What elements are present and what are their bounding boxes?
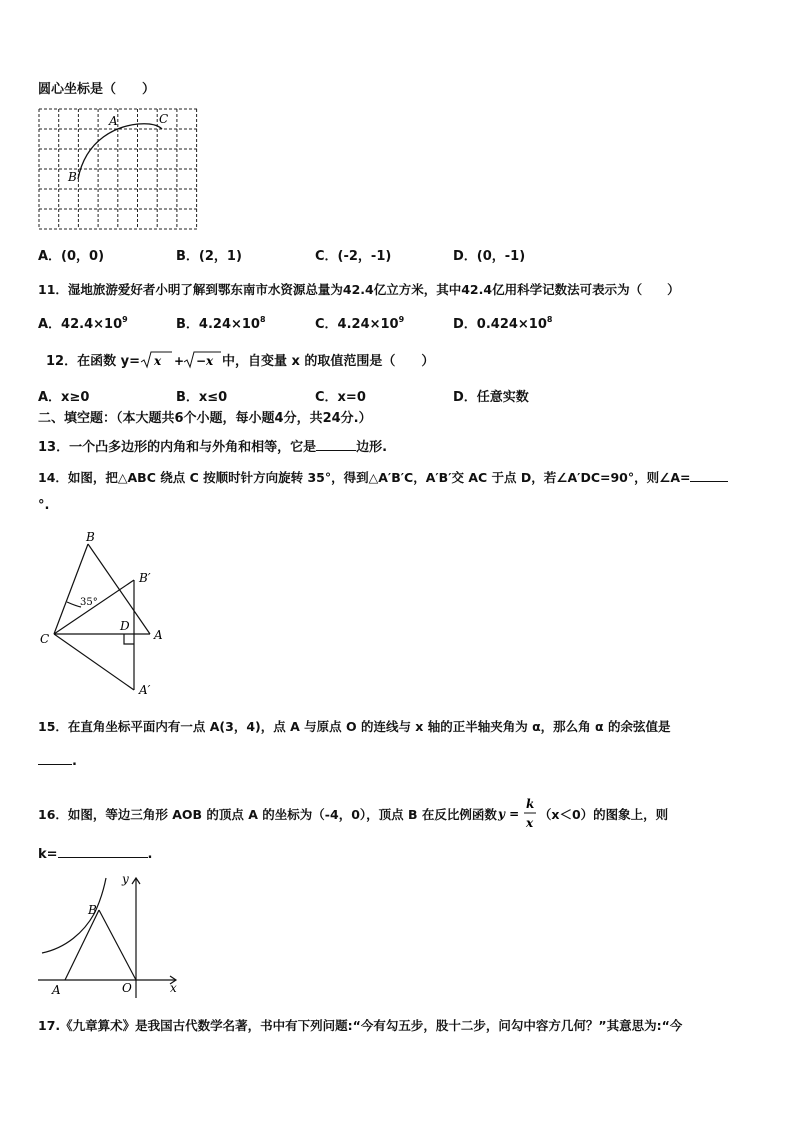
- q11-option-d[interactable]: D．$0.424\times 10^8$: [453, 315, 553, 332]
- q12-formula: [140, 350, 222, 370]
- q14-tail: °.: [38, 498, 50, 513]
- section-2-heading: 二、填空题：（本大题共6个小题，每小题4分，共24分.）: [38, 411, 372, 426]
- q10-option-c[interactable]: C．(-2，-1): [315, 249, 392, 264]
- q15-answer-line: .: [38, 752, 77, 770]
- q14-angle-label: 35°: [80, 597, 98, 608]
- q13-answer-blank[interactable]: [316, 438, 356, 451]
- q12-option-d[interactable]: D．任意实数: [453, 390, 529, 405]
- q10-option-d[interactable]: D．(0，-1): [453, 249, 526, 264]
- q10-label-b: B: [68, 170, 77, 184]
- svg-text:k: k: [525, 797, 535, 811]
- q17-stem: 17.《九章算术》是我国古代数学名著，书中有下列问题:“今有勾五步，股十二步，问勾中容方几何？”其意思为:“今: [38, 1018, 683, 1033]
- q10-option-a[interactable]: A．(0，0): [38, 249, 105, 264]
- q10-stem: 圆心坐标是（ ）: [38, 82, 156, 97]
- q11-option-b[interactable]: B．$4.24\times 10^8$: [176, 315, 266, 332]
- q10-label-a: A: [109, 114, 118, 128]
- q14-answer-blank[interactable]: [690, 469, 728, 482]
- q12-option-b[interactable]: B．x≤0: [176, 390, 228, 405]
- q14-label-b: B: [86, 530, 95, 544]
- q11-stem: 11．湿地旅游爱好者小明了解到鄂东南市水资源总量为42.4亿立方米，其中42.4亿用科学记数法可表示为（ ）: [38, 282, 680, 297]
- q16-label-x: x: [170, 981, 177, 995]
- q16-answer-blank[interactable]: [58, 845, 148, 858]
- q14-label-d: D: [120, 619, 130, 633]
- q16-label-b: B: [88, 903, 97, 917]
- svg-text:x: x: [525, 816, 534, 830]
- q16-label-y: y: [122, 872, 129, 886]
- q14-label-a-prime: A′: [139, 683, 151, 697]
- svg-text:+: +: [173, 354, 185, 368]
- q14-label-a: A: [154, 628, 163, 642]
- q11-option-c[interactable]: C．$4.24\times 10^9$: [315, 315, 405, 332]
- svg-text:x: x: [153, 354, 162, 368]
- q16-stem: 16．如图，等边三角形 AOB 的顶点 A 的坐标为（-4，0），顶点 B 在反比例函数 y = k x （x＜0）的图象上，则: [38, 797, 669, 830]
- q14-stem: 14．如图，把△ABC 绕点 C 按顺时针方向旋转 35°，得到△A′B′C，A′B′交 AC 于点 D，若∠A′DC=90°，则∠A=: [38, 469, 728, 486]
- q15-answer-blank[interactable]: [38, 752, 72, 765]
- q10-label-c: C: [159, 112, 169, 126]
- q14-triangle-figure: [36, 528, 176, 698]
- q16-answer-line: k= .: [38, 847, 153, 862]
- q12-option-c[interactable]: C．x=0: [315, 390, 366, 405]
- q16-coordinate-figure: [36, 870, 186, 1000]
- q11-option-a[interactable]: A．$42.4\times 10^9$: [38, 315, 128, 332]
- q14-label-c: C: [40, 632, 50, 646]
- q12-stem: 12．在函数 y= x + −x 中，自变量 x 的取值范围是（ ）: [46, 350, 434, 370]
- q16-label-a: A: [52, 983, 61, 997]
- q16-label-o: O: [122, 981, 132, 995]
- q10-option-b[interactable]: B．(2，1): [176, 249, 242, 264]
- q16-function-formula: [497, 796, 539, 832]
- q15-stem: 15．在直角坐标平面内有一点 A(3，4)，点 A 与原点 O 的连线与 x 轴的正半轴夹角为 α，那么角 α 的余弦值是: [38, 719, 671, 734]
- q13-stem: 13．一个凸多边形的内角和与外角和相等，它是 边形.: [38, 440, 388, 455]
- svg-text:−x: −x: [195, 354, 214, 368]
- q14-label-b-prime: B′: [139, 571, 151, 585]
- svg-text:y =: y =: [497, 807, 520, 821]
- q10-grid-figure: [38, 108, 198, 230]
- q12-option-a[interactable]: A．x≥0: [38, 390, 90, 405]
